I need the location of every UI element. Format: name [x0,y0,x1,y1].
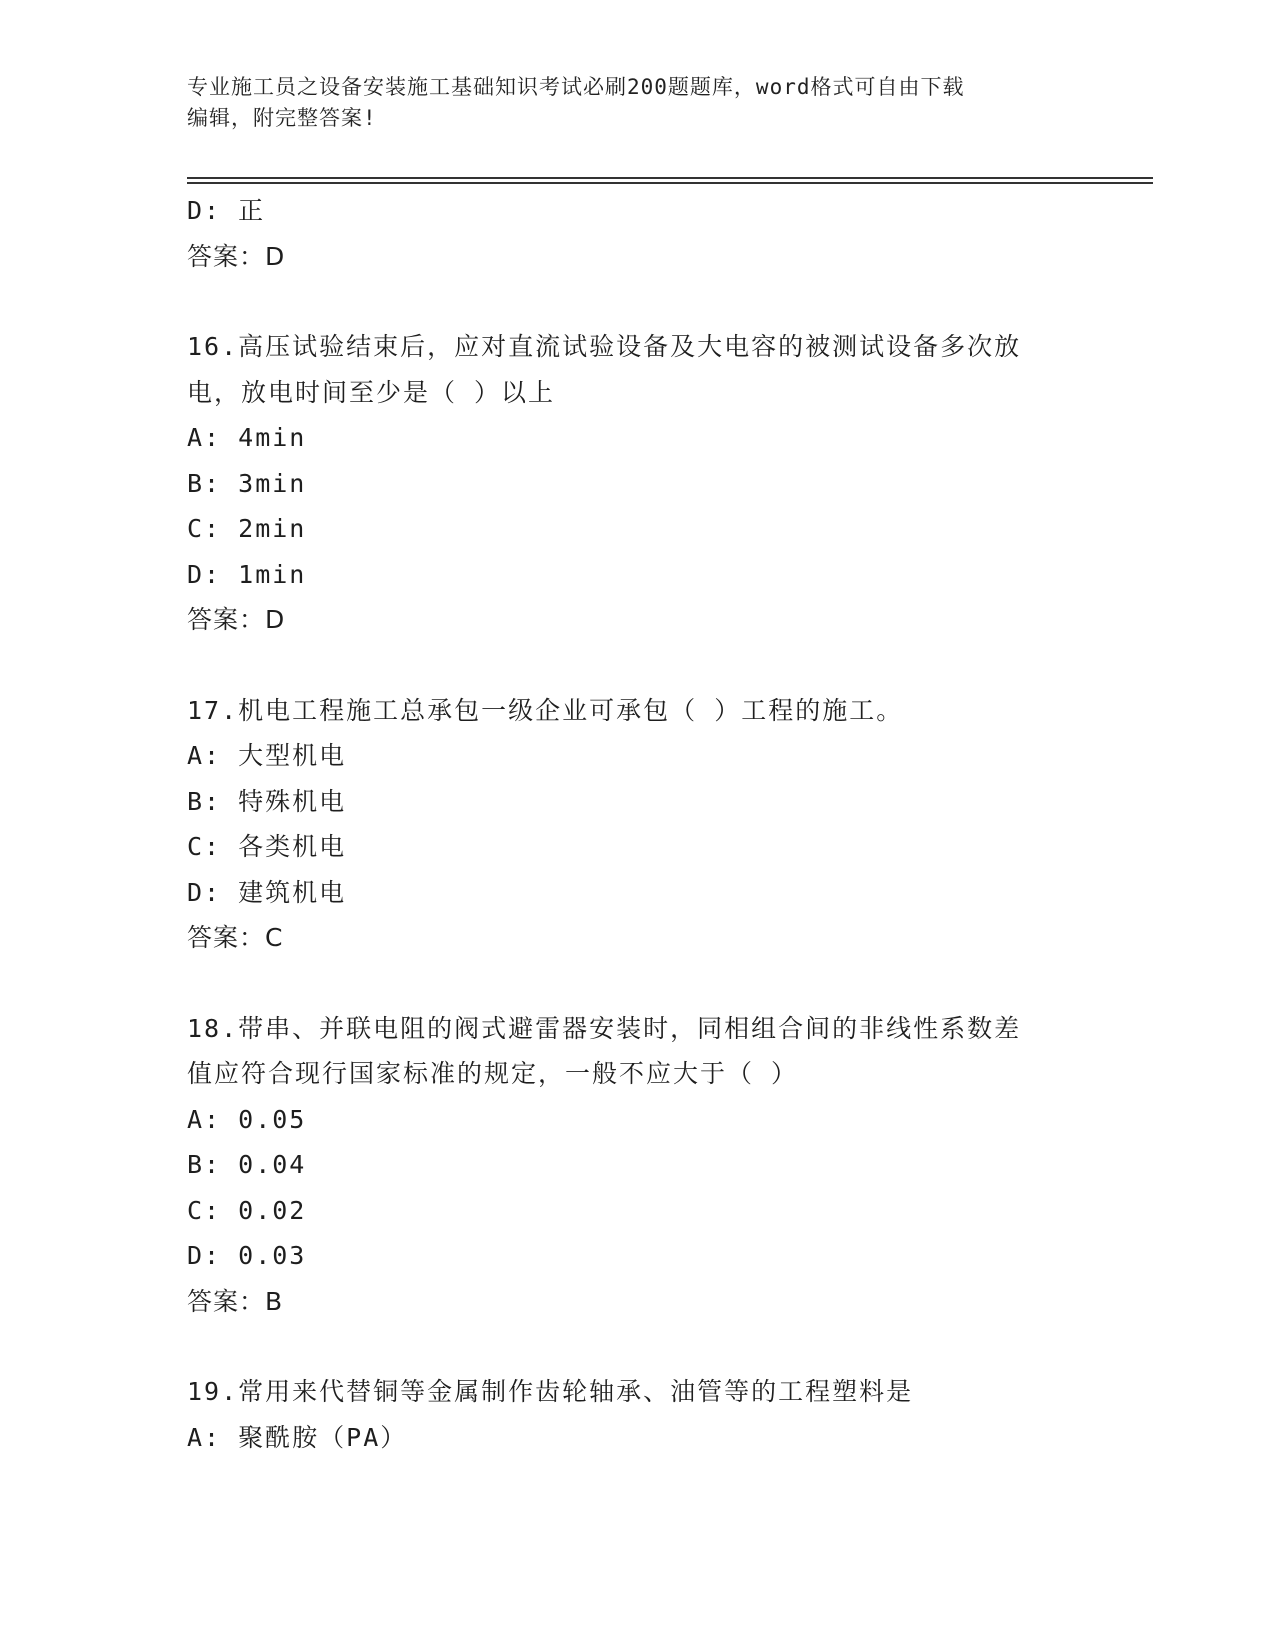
question-list [187,188,1087,1460]
document-header [187,72,1087,134]
question-16-stem-line-1: 16.高压试验结束后，应对直流试验设备及大电容的被测试设备多次放 [187,332,1022,361]
question-16-option-a: A: 4min [187,423,307,452]
spacer [187,279,1087,324]
question-17-option-c: C: 各类机电 [187,832,347,861]
question-19-option-a: A: 聚酰胺（PA） [187,1422,408,1452]
question-16-answer: 答案：D [187,605,286,634]
question-18-stem-line-2: 值应符合现行国家标准的规定，一般不应大于（ ） [187,1059,799,1088]
question-16-stem-line-2: 电，放电时间至少是（ ）以上 [187,377,556,407]
question-17-option-a: A: 大型机电 [187,741,347,770]
question-16-option-c: C: 2min [187,514,307,543]
header-title-line-2: 编辑，附完整答案! [187,106,377,130]
question-17-option-b: B: 特殊机电 [187,786,347,816]
question-18-option-c: C: 0.02 [187,1195,307,1225]
header-divider-top [187,177,1153,179]
question-18-option-b: B: 0.04 [187,1150,307,1179]
question-17-stem-line-1: 17.机电工程施工总承包一级企业可承包（ ）工程的施工。 [187,695,904,725]
header-title-line-1: 专业施工员之设备安装施工基础知识考试必刷200题题库，word格式可自由下载 [187,75,965,99]
question-16-option-d: D: 1min [187,559,307,589]
question-17-answer: 答案：C [187,923,284,952]
question-18-option-d: D: 0.03 [187,1241,307,1270]
question-19 [187,1369,1087,1460]
question-18-answer: 答案：B [187,1286,284,1316]
question-17-option-d: D: 建筑机电 [187,877,347,907]
spacer [187,961,1087,1006]
question-18-option-a: A: 0.05 [187,1104,307,1134]
question-17 [187,688,1087,961]
header-divider-bottom [187,182,1153,184]
question-18-stem-line-1: 18.带串、并联电阻的阀式避雷器安装时，同相组合间的非线性系数差 [187,1013,1022,1043]
question-18 [187,1006,1087,1325]
spacer [187,1324,1087,1369]
question-16 [187,324,1087,643]
spacer [187,643,1087,688]
question-19-stem-line-1: 19.常用来代替铜等金属制作齿轮轴承、油管等的工程塑料是 [187,1377,914,1406]
question-16-option-b: B: 3min [187,468,307,498]
prev-option-d: D: 正 [187,196,266,225]
prev-answer: 答案：D [187,241,286,271]
